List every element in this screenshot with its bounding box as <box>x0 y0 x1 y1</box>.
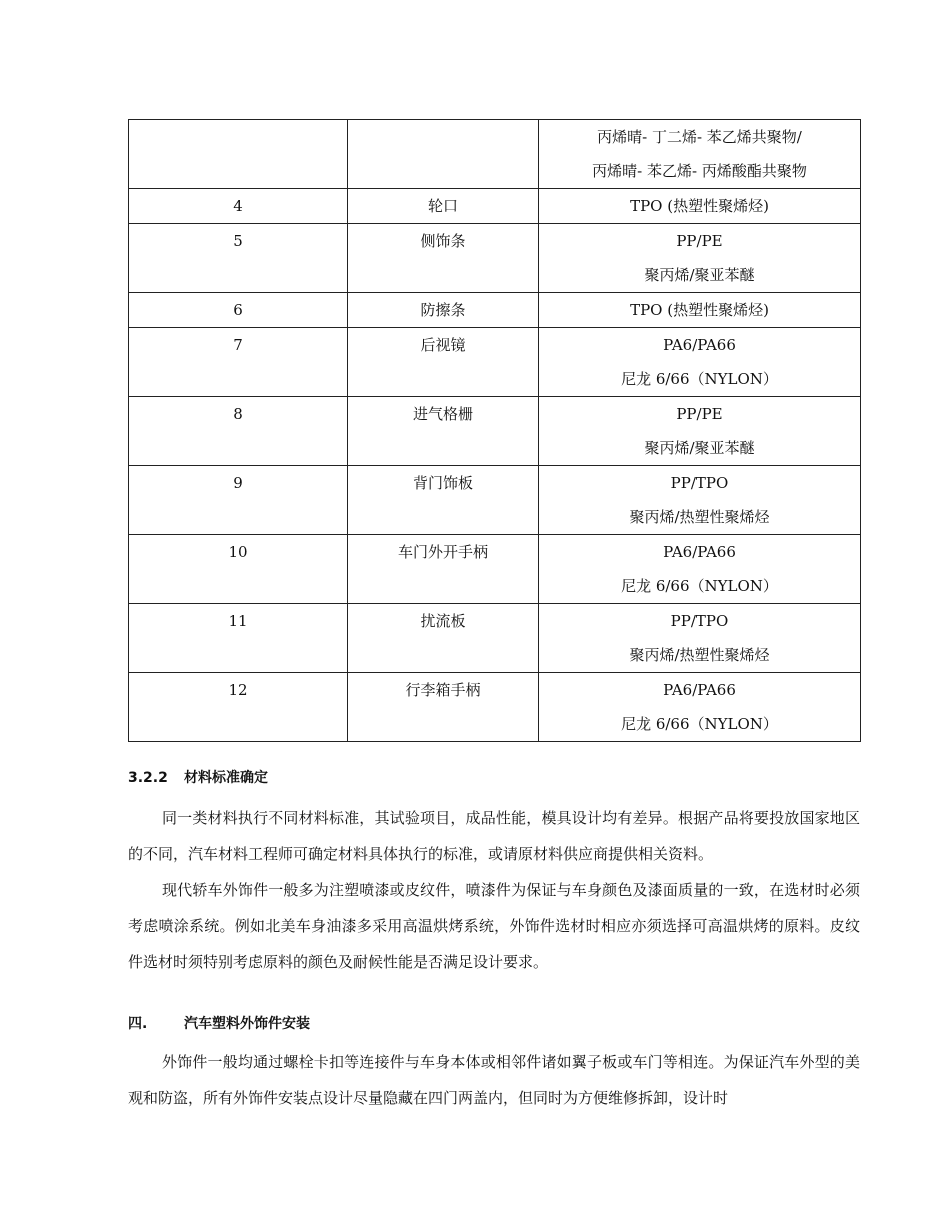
cell-number: 11 <box>129 604 348 673</box>
material-line: PP/PE <box>676 232 723 250</box>
material-line: 聚丙烯/聚亚苯醚 <box>644 266 755 284</box>
material-line: PA6/PA66 <box>663 543 736 561</box>
cell-material <box>539 466 861 535</box>
cell-part: 进气格栅 <box>348 397 539 466</box>
section-heading <box>128 766 860 790</box>
table-row <box>129 466 861 535</box>
table-row <box>129 397 861 466</box>
material-line: 聚丙烯/热塑性聚烯烃 <box>629 508 770 526</box>
cell-part: 扰流板 <box>348 604 539 673</box>
material-line: 丙烯晴- 苯乙烯- 丙烯酸酯共聚物 <box>592 162 807 180</box>
cell-number: 7 <box>129 328 348 397</box>
material-line: PP/TPO <box>670 612 729 630</box>
cell-material <box>539 224 861 293</box>
table-row <box>129 293 861 328</box>
cell-part: 防擦条 <box>348 293 539 328</box>
cell-number <box>129 120 348 189</box>
cell-material <box>539 535 861 604</box>
paragraph: 现代轿车外饰件一般多为注塑喷漆或皮纹件，喷漆件为保证与车身颜色及漆面质量的一致，在选材时必须考虑喷涂系统。例如北美车身油漆多采用高温烘烤系统，外饰件选材时相应亦须选择可高温烘烤的原料。皮纹件选材时须特别考虑原料的颜色及耐候性能是否满足设计要求。 <box>128 881 860 971</box>
material-line: 聚丙烯/热塑性聚烯烃 <box>629 646 770 664</box>
table-row <box>129 604 861 673</box>
cell-number: 10 <box>129 535 348 604</box>
cell-material <box>539 673 861 742</box>
table-row <box>129 328 861 397</box>
cell-part: 后视镜 <box>348 328 539 397</box>
material-line: 尼龙 6/66（NYLON） <box>621 577 778 595</box>
cell-part: 背门饰板 <box>348 466 539 535</box>
cell-material <box>539 604 861 673</box>
cell-material <box>539 120 861 189</box>
section-number: 四. <box>128 1016 148 1032</box>
cell-material <box>539 189 861 224</box>
material-line: 聚丙烯/聚亚苯醚 <box>644 439 755 457</box>
material-line: 丙烯晴- 丁二烯- 苯乙烯共聚物/ <box>597 128 802 146</box>
cell-number: 4 <box>129 189 348 224</box>
material-line: TPO (热塑性聚烯烃) <box>630 301 769 319</box>
cell-number: 8 <box>129 397 348 466</box>
table-row <box>129 224 861 293</box>
cell-part: 侧饰条 <box>348 224 539 293</box>
section-number: 3.2.2 <box>128 770 168 786</box>
section-title: 汽车塑料外饰件安装 <box>184 1016 310 1032</box>
table-row <box>129 189 861 224</box>
cell-part: 轮口 <box>348 189 539 224</box>
materials-table <box>128 119 861 742</box>
material-line: PA6/PA66 <box>663 681 736 699</box>
section-title: 材料标准确定 <box>184 770 268 786</box>
materials-table-body <box>129 120 861 742</box>
cell-number: 5 <box>129 224 348 293</box>
material-line: 尼龙 6/66（NYLON） <box>621 715 778 733</box>
cell-part: 行李箱手柄 <box>348 673 539 742</box>
material-line: TPO (热塑性聚烯烃) <box>630 197 769 215</box>
paragraph: 同一类材料执行不同材料标准，其试验项目，成品性能，模具设计均有差异。根据产品将要投放国家地区的不同，汽车材料工程师可确定材料具体执行的标准，或请原材料供应商提供相关资料。 <box>128 809 860 863</box>
paragraph: 外饰件一般均通过螺栓卡扣等连接件与车身本体或相邻件诸如翼子板或车门等相连。为保证汽车外型的美观和防盗，所有外饰件安装点设计尽量隐藏在四门两盖内，但同时为方便维修拆卸，设计时 <box>128 1053 860 1107</box>
cell-part: 车门外开手柄 <box>348 535 539 604</box>
table-row <box>129 673 861 742</box>
cell-number: 9 <box>129 466 348 535</box>
material-line: 尼龙 6/66（NYLON） <box>621 370 778 388</box>
material-line: PP/TPO <box>670 474 729 492</box>
material-line: PP/PE <box>676 405 723 423</box>
section-4 <box>128 1012 860 1116</box>
material-line: PA6/PA66 <box>663 336 736 354</box>
section-heading <box>128 1012 860 1036</box>
table-row <box>129 535 861 604</box>
cell-material <box>539 293 861 328</box>
cell-number: 12 <box>129 673 348 742</box>
cell-part <box>348 120 539 189</box>
section-3-2-2 <box>128 766 860 980</box>
table-row <box>129 120 861 189</box>
cell-material <box>539 397 861 466</box>
cell-material <box>539 328 861 397</box>
cell-number: 6 <box>129 293 348 328</box>
